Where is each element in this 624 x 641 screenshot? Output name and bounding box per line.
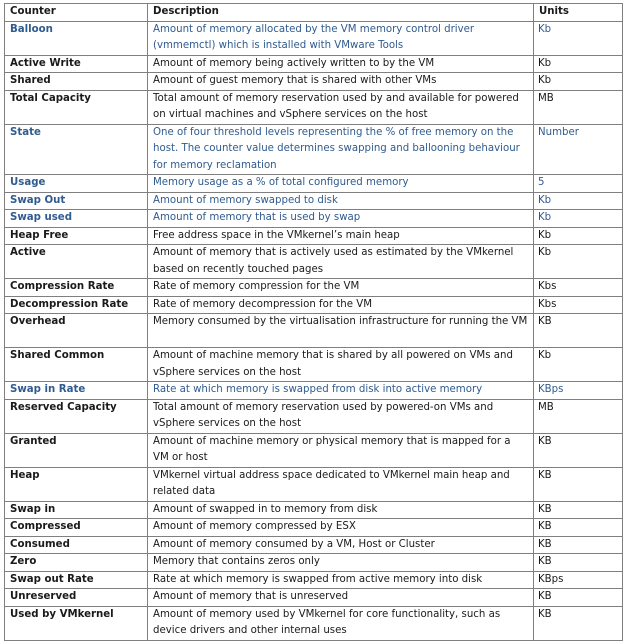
table-row xyxy=(5,554,623,572)
description-cell: Rate of memory compression for the VM xyxy=(148,279,534,297)
units-cell: KB xyxy=(534,519,623,537)
description-cell: Amount of memory used by VMkernel for core functionality, such as device drivers and other internal uses xyxy=(148,606,534,640)
counter-cell: Overhead xyxy=(5,314,148,348)
counter-cell: Zero xyxy=(5,554,148,572)
units-cell: MB xyxy=(534,90,623,124)
counter-cell: Granted xyxy=(5,433,148,467)
memory-counters-table xyxy=(4,3,623,641)
units-cell: KBps xyxy=(534,571,623,589)
counter-cell: Unreserved xyxy=(5,589,148,607)
counter-cell: Usage xyxy=(5,175,148,193)
units-cell: KB xyxy=(534,606,623,640)
table-row xyxy=(5,175,623,193)
table-row xyxy=(5,55,623,73)
table-row xyxy=(5,519,623,537)
units-cell: KB xyxy=(534,554,623,572)
counter-cell: Used by VMkernel xyxy=(5,606,148,640)
description-cell: VMkernel virtual address space dedicated to VMkernel main heap and related data xyxy=(148,467,534,501)
counter-cell: Swap in Rate xyxy=(5,382,148,400)
counter-cell: Balloon xyxy=(5,21,148,55)
header-units: Units xyxy=(534,4,623,22)
description-cell: Rate of memory decompression for the VM xyxy=(148,296,534,314)
description-cell: Memory that contains zeros only xyxy=(148,554,534,572)
table-row xyxy=(5,227,623,245)
counter-cell: Shared Common xyxy=(5,348,148,382)
table-row xyxy=(5,589,623,607)
description-cell: Amount of memory allocated by the VM memory control driver (vmmemctl) which is installed with VMware Tools xyxy=(148,21,534,55)
units-cell: Kb xyxy=(534,21,623,55)
table-row xyxy=(5,245,623,279)
units-cell: Kb xyxy=(534,348,623,382)
description-cell: Rate at which memory is swapped from disk into active memory xyxy=(148,382,534,400)
counter-cell: Consumed xyxy=(5,536,148,554)
table-row xyxy=(5,467,623,501)
table-row xyxy=(5,296,623,314)
table-row xyxy=(5,348,623,382)
description-cell: Memory consumed by the virtualisation infrastructure for running the VM xyxy=(148,314,534,348)
counter-cell: State xyxy=(5,124,148,175)
table-row xyxy=(5,192,623,210)
table-row xyxy=(5,606,623,640)
table-row xyxy=(5,73,623,91)
description-cell: Amount of memory that is used by swap xyxy=(148,210,534,228)
counter-cell: Heap Free xyxy=(5,227,148,245)
units-cell: Kbs xyxy=(534,279,623,297)
units-cell: KB xyxy=(534,433,623,467)
counter-cell: Swap Out xyxy=(5,192,148,210)
counter-cell: Swap used xyxy=(5,210,148,228)
description-cell: Free address space in the VMkernel’s main heap xyxy=(148,227,534,245)
table-body xyxy=(5,21,623,640)
units-cell: Kbs xyxy=(534,296,623,314)
header-description: Description xyxy=(148,4,534,22)
units-cell: 5 xyxy=(534,175,623,193)
description-cell: Amount of memory compressed by ESX xyxy=(148,519,534,537)
table-row xyxy=(5,124,623,175)
description-cell: Amount of memory consumed by a VM, Host or Cluster xyxy=(148,536,534,554)
description-cell: Amount of memory that is unreserved xyxy=(148,589,534,607)
counter-cell: Swap in xyxy=(5,501,148,519)
counter-cell: Total Capacity xyxy=(5,90,148,124)
table-header-row xyxy=(5,4,623,22)
units-cell: KB xyxy=(534,501,623,519)
description-cell: Amount of memory being actively written to by the VM xyxy=(148,55,534,73)
counter-cell: Active Write xyxy=(5,55,148,73)
counter-cell: Heap xyxy=(5,467,148,501)
counter-cell: Shared xyxy=(5,73,148,91)
description-cell: Total amount of memory reservation used by powered-on VMs and vSphere services on the host xyxy=(148,399,534,433)
counter-cell: Swap out Rate xyxy=(5,571,148,589)
units-cell: KB xyxy=(534,467,623,501)
units-cell: Kb xyxy=(534,192,623,210)
table-row xyxy=(5,279,623,297)
description-cell: Amount of machine memory or physical memory that is mapped for a VM or host xyxy=(148,433,534,467)
table-row xyxy=(5,536,623,554)
units-cell: MB xyxy=(534,399,623,433)
units-cell: KB xyxy=(534,314,623,348)
units-cell: Kb xyxy=(534,227,623,245)
units-cell: KB xyxy=(534,589,623,607)
counter-cell: Decompression Rate xyxy=(5,296,148,314)
table-row xyxy=(5,21,623,55)
units-cell: KBps xyxy=(534,382,623,400)
counter-cell: Compression Rate xyxy=(5,279,148,297)
table-row xyxy=(5,382,623,400)
units-cell: Kb xyxy=(534,73,623,91)
description-cell: Total amount of memory reservation used by and available for powered on virtual machines and vSphere services on the host xyxy=(148,90,534,124)
counter-cell: Compressed xyxy=(5,519,148,537)
units-cell: Number xyxy=(534,124,623,175)
table-row xyxy=(5,571,623,589)
table-row xyxy=(5,433,623,467)
table-row xyxy=(5,501,623,519)
description-cell: Amount of machine memory that is shared by all powered on VMs and vSphere services on the host xyxy=(148,348,534,382)
description-cell: Rate at which memory is swapped from active memory into disk xyxy=(148,571,534,589)
table-row xyxy=(5,399,623,433)
units-cell: KB xyxy=(534,536,623,554)
header-counter: Counter xyxy=(5,4,148,22)
description-cell: Amount of swapped in to memory from disk xyxy=(148,501,534,519)
units-cell: Kb xyxy=(534,245,623,279)
description-cell: Amount of memory that is actively used as estimated by the VMkernel based on recently touched pages xyxy=(148,245,534,279)
counter-cell: Active xyxy=(5,245,148,279)
table-row xyxy=(5,90,623,124)
counter-cell: Reserved Capacity xyxy=(5,399,148,433)
description-cell: Amount of memory swapped to disk xyxy=(148,192,534,210)
table-row xyxy=(5,314,623,348)
table-row xyxy=(5,210,623,228)
description-cell: Memory usage as a % of total configured memory xyxy=(148,175,534,193)
description-cell: Amount of guest memory that is shared with other VMs xyxy=(148,73,534,91)
units-cell: Kb xyxy=(534,55,623,73)
description-cell: One of four threshold levels representing the % of free memory on the host. The counter value determines swapping and ballooning behaviour for memory reclamation xyxy=(148,124,534,175)
units-cell: Kb xyxy=(534,210,623,228)
